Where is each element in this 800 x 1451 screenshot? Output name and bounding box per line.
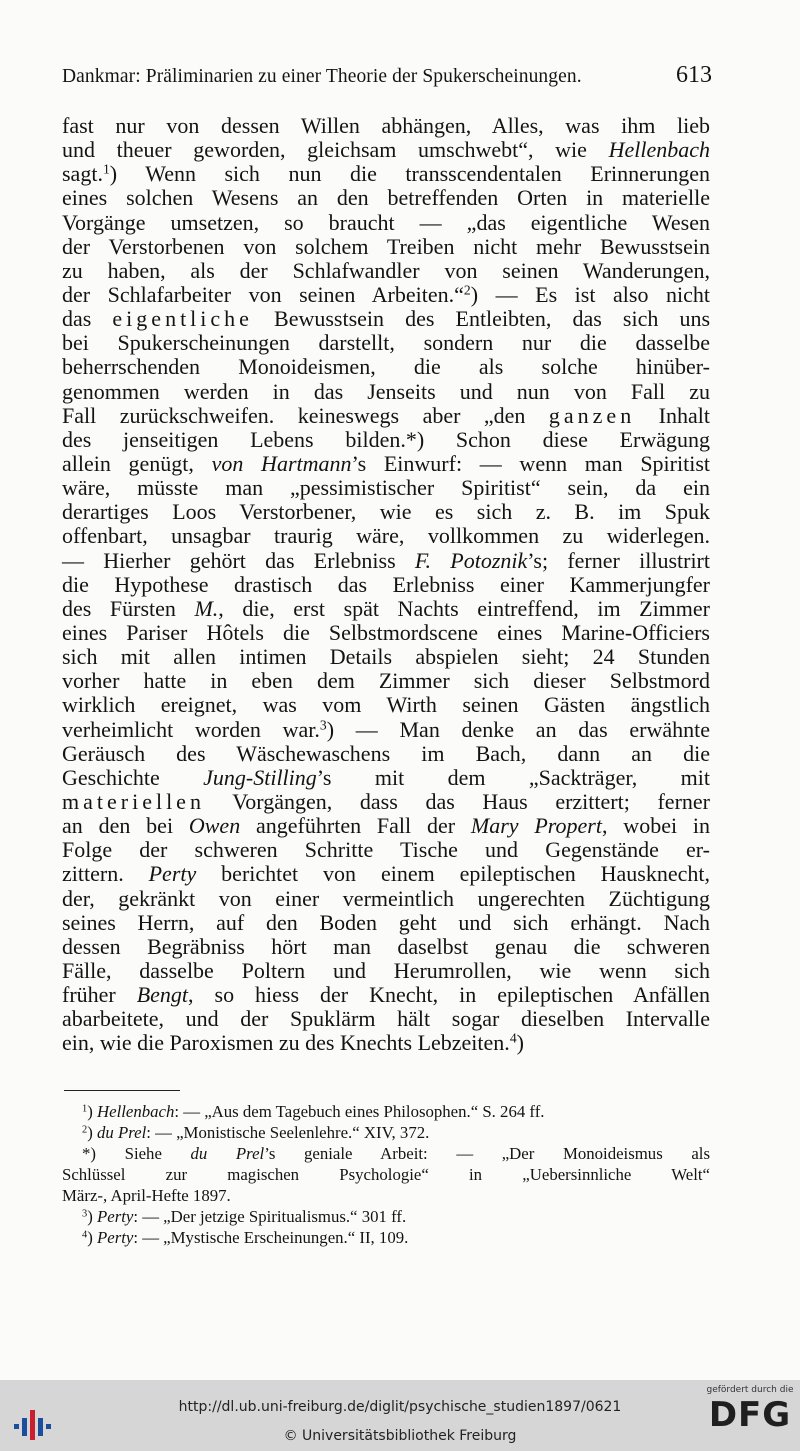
text-line: materiellen Vorgängen, dass das Haus erzittert; ferner: [62, 788, 710, 814]
text-line: früher Bengt, so hiess der Knecht, in epileptischen Anfällen: [62, 982, 710, 1008]
text-line: zittern. Perty berichtet von einem epileptischen Hausknecht,: [62, 861, 710, 887]
text-line: Vorgänge umsetzen, so braucht — „das eigentliche Wesen: [62, 209, 710, 235]
footnote: $^3$) Perty: — „Der jetzige Spiritualismus.“ 301 ff.: [82, 1207, 407, 1226]
text-line: genommen werden in das Jenseits und nun von Fall zu: [62, 378, 710, 404]
text-line: dessen Begräbniss hört man daselbst genau die schweren: [62, 933, 710, 959]
footnote-divider: [64, 1090, 180, 1091]
dfg-logo-icon: [705, 1382, 795, 1448]
text-line: abarbeitete, und der Spuklärm hält sogar dieselben Intervalle: [62, 1006, 710, 1032]
text-line: derartiges Loos Verstorbener, wie es sich z. B. im Spuk: [62, 499, 710, 525]
text-line: des jenseitigen Lebens bilden.*) Schon diese Erwägung: [62, 426, 710, 452]
main-text: [62, 114, 710, 1055]
text-line: beherrschenden Monoideismen, die als solche hinüber-: [62, 354, 710, 380]
text-line: verheimlicht worden war.$^3$) — Man denke an das erwähnte: [62, 716, 710, 742]
text-line: Geschichte Jung-Stilling’s mit dem „Sackträger, mit: [62, 764, 710, 790]
text-line: ein, wie die Paroxismen zu des Knechts Lebzeiten.$^4$): [62, 1030, 524, 1056]
running-title: Dankmar: Präliminarien zu einer Theorie der Spukerscheinungen.: [62, 66, 582, 87]
footnote: Schlüssel zur magischen Psychologie“ in „Uebersinnliche Welt“: [62, 1165, 710, 1184]
text-line: sagt.$^1$) Wenn sich nun die transscendentalen Erinnerungen: [62, 161, 710, 187]
text-line: das eigentliche Bewusstsein des Entleibten, das sich uns: [62, 306, 711, 332]
dfg-logo-text: DFG: [708, 1395, 792, 1435]
text-line: wäre, müsste man „pessimistischer Spiritist“ sein, da ein: [62, 475, 710, 501]
text-line: der, gekränkt von einer vermeintlich ungerechten Züchtigung: [62, 885, 710, 911]
footnote: *) Siehe du Prel’s geniale Arbeit: — „Der Monoideismus als: [82, 1144, 710, 1163]
text-line: Fälle, dasselbe Poltern und Herumrollen, wie wenn sich: [62, 957, 710, 983]
text-line: seines Herrn, auf den Boden geht und sich erhängt. Nach: [62, 909, 710, 935]
text-line: eines Pariser Hôtels die Selbstmordscene eines Marine-Officiers: [62, 619, 710, 645]
footnote: $^2$) du Prel: — „Monistische Seelenlehre.“ XIV, 372.: [82, 1123, 430, 1142]
text-line: — Hierher gehört das Erlebniss F. Potoznik’s; ferner illustrirt: [62, 547, 710, 573]
funder-caption: gefördert durch die: [706, 1385, 794, 1395]
text-line: sich mit allen intimen Details abspielen sieht; 24 Stunden: [62, 644, 710, 670]
text-line: die Hypothese drastisch das Erlebniss einer Kammerjungfer: [62, 571, 710, 597]
text-line: Folge der schweren Schritte Tische und Gegenstände er-: [62, 837, 710, 863]
copyright-notice: © Universitätsbibliothek Freiburg: [283, 1428, 517, 1444]
text-line: wirklich ereignet, was vom Wirth seinen Gästen ängstlich: [62, 692, 710, 718]
footnotes: [62, 1101, 710, 1248]
text-line: Geräusch des Wäschewaschens im Bach, dann an die: [62, 740, 710, 766]
text-line: offenbart, unsagbar traurig wäre, vollkommen zu widerlegen.: [62, 523, 710, 549]
text-line: des Fürsten M., die, erst spät Nachts eintreffend, im Zimmer: [62, 595, 710, 621]
text-line: bei Spukerscheinungen darstellt, sondern nur die dasselbe: [62, 330, 710, 356]
text-line: der Schlafarbeiter von seinen Arbeiten.“$^2$) — Es ist also nicht: [62, 281, 710, 307]
running-header: [62, 62, 714, 92]
text-line: der Verstorbenen von solchem Treiben nicht mehr Bewusstsein: [62, 233, 710, 259]
source-url-link[interactable]: http://dl.ub.uni-freiburg.de/diglit/psychische_studien1897/0621: [178, 1399, 622, 1415]
footnote: $^1$) Hellenbach: — „Aus dem Tagebuch eines Philosophen.“ S. 264 ff.: [82, 1102, 545, 1121]
text-line: eines solchen Wesens an den betreffenden Orten in materielle: [62, 185, 710, 211]
footnote: März-, April-Hefte 1897.: [62, 1186, 231, 1205]
footnote: $^4$) Perty: — „Mystische Erscheinungen.“ II, 109.: [82, 1228, 409, 1247]
text-line: fast nur von dessen Willen abhängen, Alles, was ihm lieb: [62, 113, 710, 138]
text-line: und theuer geworden, gleichsam umschwebt“, wie Hellenbach: [62, 137, 710, 163]
page-number: 613: [676, 62, 712, 88]
text-line: allein genügt, von Hartmann’s Einwurf: — wenn man Spiritist: [62, 450, 711, 476]
text-line: an den bei Owen angeführten Fall der Mary Propert, wobei in: [62, 813, 711, 839]
text-line: zu haben, als der Schlafwandler von seinen Wanderungen,: [62, 257, 710, 283]
text-line: vorher hatte in eben dem Zimmer sich dieser Selbstmord: [62, 668, 710, 694]
text-line: Fall zurückschweifen. keineswegs aber „den ganzen Inhalt: [62, 402, 710, 428]
